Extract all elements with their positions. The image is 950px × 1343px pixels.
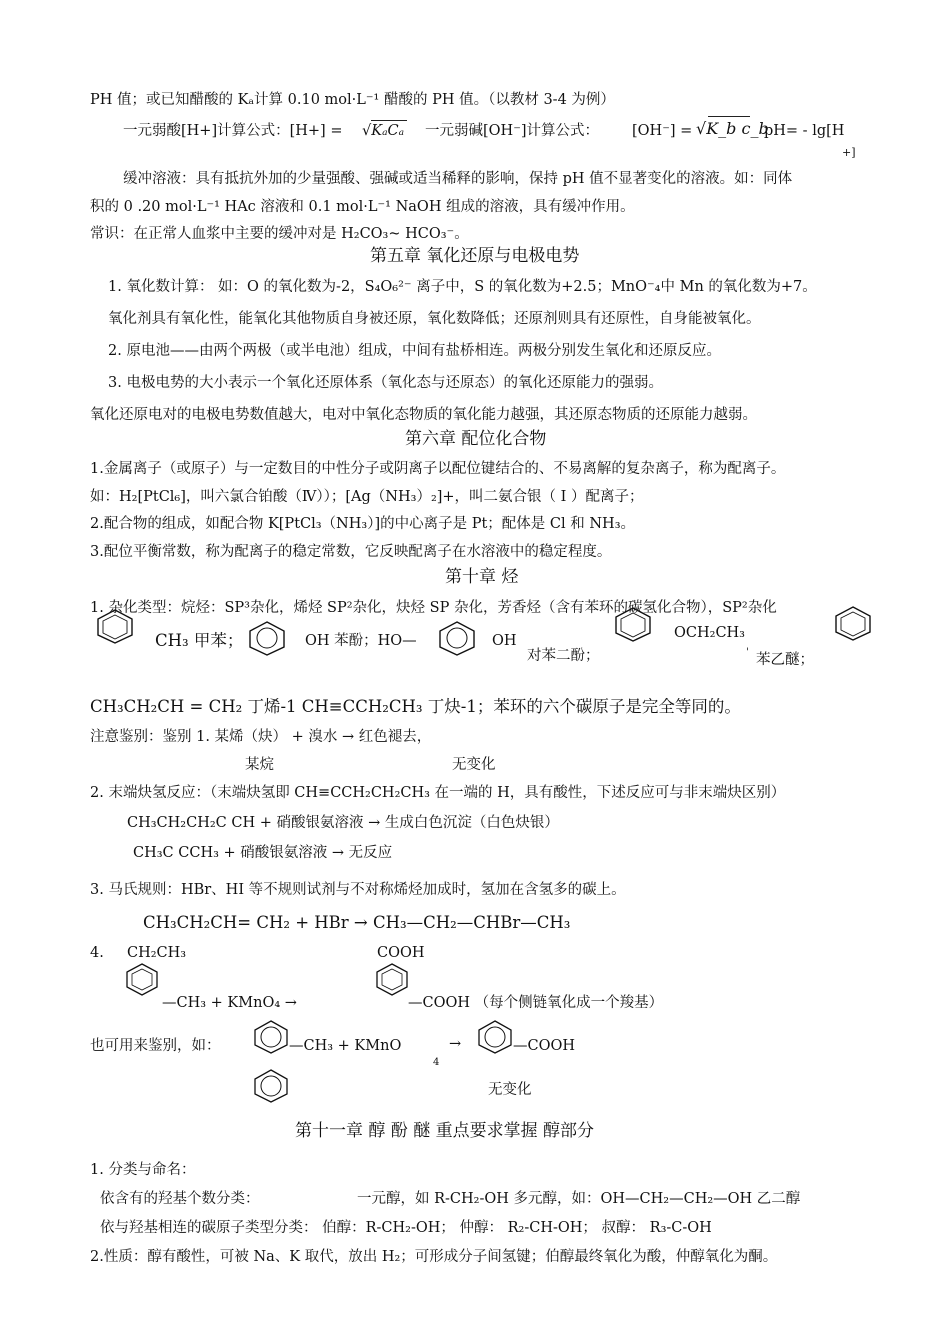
text-line: 3. 电极电势的大小表示一个氧化还原体系（氧化态与还原态）的氧化还原能力的强弱。 xyxy=(108,375,663,391)
text-line: 3. 马氏规则：HBr、HI 等不规则试剂与不对称烯烃加成时，氢加在含氢多的碳上。 xyxy=(90,882,626,898)
benzene-ring-icon xyxy=(437,620,477,656)
benzene-ring-icon xyxy=(613,606,653,642)
text-line: 缓冲溶液：具有抵抗外加的少量强酸、强碱或适当稀释的影响，保持 pH 值不显著变化的溶液。如：同体 xyxy=(123,171,793,187)
benzene-ring-icon xyxy=(247,620,287,656)
text-line: 2. 末端炔氢反应：（末端炔氢即 CH≡CCH₂CH₂CH₃ 在一端的 H，具有酸性，下述反应可与非末端炔区别） xyxy=(90,785,786,801)
text-line: 氧化剂具有氧化性，能氧化其他物质自身被还原，氧化数降低；还原剂则具有还原性，自身能被氧化。 xyxy=(108,311,761,327)
text-line: 注意鉴别：鉴别 1. 某烯（炔） + 溴水 → 红色褪去， xyxy=(90,729,432,745)
benzene-ring-icon xyxy=(476,1019,514,1055)
text-line: PH 值；或已知醋酸的 Kₐ计算 0.10 mol·L⁻¹ 醋酸的 PH 值。（以教材 3-4 为例） xyxy=(90,92,615,108)
text-line: 2. 原电池——由两个两极（或半电池）组成，中间有盐桥相连。两极分别发生氧化和还原反应。 xyxy=(108,343,721,359)
text-line: 积的 0 .20 mol·L⁻¹ HAc 溶液和 0.1 mol·L⁻¹ NaOH 组成的溶液，具有缓冲作用。 xyxy=(90,199,635,215)
phenol-label: OH 苯酚；HO— xyxy=(305,633,417,649)
item-number: 4. xyxy=(90,945,104,961)
acid-formula-label: 一元弱酸[H+]计算公式：[H+] = xyxy=(123,123,343,139)
base-formula-root: √K_b c_b xyxy=(696,119,769,138)
arrow: → xyxy=(449,1036,462,1052)
text-line: 2.配合物的组成，如配合物 K[PtCl₃（NH₃）]的中心离子是 Pt；配体是 Cl 和 NH₃。 xyxy=(90,516,636,532)
text-line: 1.金属离子（或原子）与一定数目的中性分子或阴离子以配位键结合的、不易离解的复杂离子，称为配离子。 xyxy=(90,461,786,477)
text-line: 如：H₂[PtCl₆]，叫六氯合铂酸（Ⅳ））；[Ag（NH₃）₂]+，叫二氨合银（ Ⅰ ）配离子； xyxy=(90,489,644,505)
text-line: CH₃C CCH₃ + 硝酸银氨溶液 → 无反应 xyxy=(133,845,393,861)
chapter-heading: 第六章 配位化合物 xyxy=(405,429,547,449)
toluene-label: CH₃ 甲苯； xyxy=(155,631,244,650)
text-line: 1. 氧化数计算： 如：O 的氧化数为-2，S₄O₆²⁻ 离子中，S 的氧化数为+2.5；MnO⁻₄中 Mn 的氧化数为+7。 xyxy=(108,279,817,295)
chapter-heading: 第五章 氧化还原与电极电势 xyxy=(370,246,580,266)
benzene-ring-icon xyxy=(252,1019,290,1055)
chapter-heading: 第十章 烃 xyxy=(445,567,519,587)
tick-mark: ' xyxy=(746,647,749,658)
benzene-ring-icon xyxy=(252,1068,290,1104)
benzene-ring-icon xyxy=(374,962,410,996)
subscript: 4 xyxy=(433,1057,440,1068)
benzene-ring-icon xyxy=(833,605,873,641)
text-line: 3.配位平衡常数，称为配离子的稳定常数，它反映配离子在水溶液中的稳定程度。 xyxy=(90,544,612,560)
phenetole-label: 苯乙醚； xyxy=(756,652,814,668)
text-line: 氧化还原电对的电极电势数值越大，电对中氧化态物质的氧化能力越强，其还原态物质的还原能力越弱。 xyxy=(90,407,757,423)
text-line: 常识：在正常人血浆中主要的缓冲对是 H₂CO₃~ HCO₃⁻。 xyxy=(90,226,469,242)
reaction-line: —COOH xyxy=(513,1038,576,1054)
ethyl-group: CH₂CH₃ xyxy=(127,945,187,961)
acid-formula-root: √KₐCₐ xyxy=(362,123,405,139)
text-line: 1. 杂化类型：烷烃：SP³杂化，烯烃 SP²杂化，炔烃 SP 杂化，芳香烃（含有苯环的碳氢化合物），SP²杂化 xyxy=(90,600,777,616)
base-formula-label: 一元弱碱[OH⁻]计算公式： xyxy=(425,123,599,139)
alkane-label: 某烷 xyxy=(245,757,274,773)
no-change-label: 无变化 xyxy=(452,757,496,773)
carboxyl-group: COOH xyxy=(377,945,425,961)
reaction-equation: CH₃CH₂CH= CH₂ + HBr → CH₃—CH₂—CHBr—CH₃ xyxy=(143,913,571,932)
text-line: 依含有的羟基个数分类： xyxy=(100,1191,260,1207)
text-line: CH₃CH₂CH = CH₂ 丁烯-1 CH≡CCH₂CH₃ 丁炔-1；苯环的六个碳原子是完全等同的。 xyxy=(90,697,741,716)
benzene-ring-icon xyxy=(95,608,135,644)
chapter-heading: 第十一章 醇 酚 醚 重点要求掌握 醇部分 xyxy=(295,1121,595,1141)
benzene-ring-icon xyxy=(124,962,160,996)
hydroquinone-oh: OH xyxy=(492,633,517,649)
text-line: 2.性质：醇有酸性，可被 Na、K 取代，放出 H₂；可形成分子间氢键；伯醇最终氧化为酸，仲醇氧化为酮。 xyxy=(90,1249,778,1265)
text-line: CH₃CH₂CH₂C CH + 硝酸银氨溶液 → 生成白色沉淀（白色炔银） xyxy=(127,815,559,831)
text-line: 也可用来鉴别，如： xyxy=(90,1038,221,1054)
ph-formula-end: +] xyxy=(842,146,856,159)
no-change-label: 无变化 xyxy=(488,1082,532,1098)
text-line: 依与羟基相连的碳原子类型分类： 伯醇：R-CH₂-OH； 仲醇： R₂-CH-OH； 叔醇： R₃-C-OH xyxy=(100,1220,712,1236)
ethoxy-group: OCH₂CH₃ xyxy=(674,625,745,641)
text-line: 1. 分类与命名： xyxy=(90,1162,196,1178)
reaction-line: —CH₃ + KMnO₄ → xyxy=(162,995,297,1011)
text-line: 一元醇，如 R-CH₂-OH 多元醇，如：OH—CH₂—CH₂—OH 乙二醇 xyxy=(357,1191,801,1207)
base-formula-lhs: [OH⁻] = xyxy=(632,123,693,139)
reaction-line: —COOH （每个侧链氧化成一个羧基） xyxy=(408,995,664,1011)
hydroquinone-label: 对苯二酚； xyxy=(527,648,600,664)
reaction-line: —CH₃ + KMnO xyxy=(289,1038,402,1054)
ph-formula: pH= - lg[H xyxy=(764,123,845,139)
